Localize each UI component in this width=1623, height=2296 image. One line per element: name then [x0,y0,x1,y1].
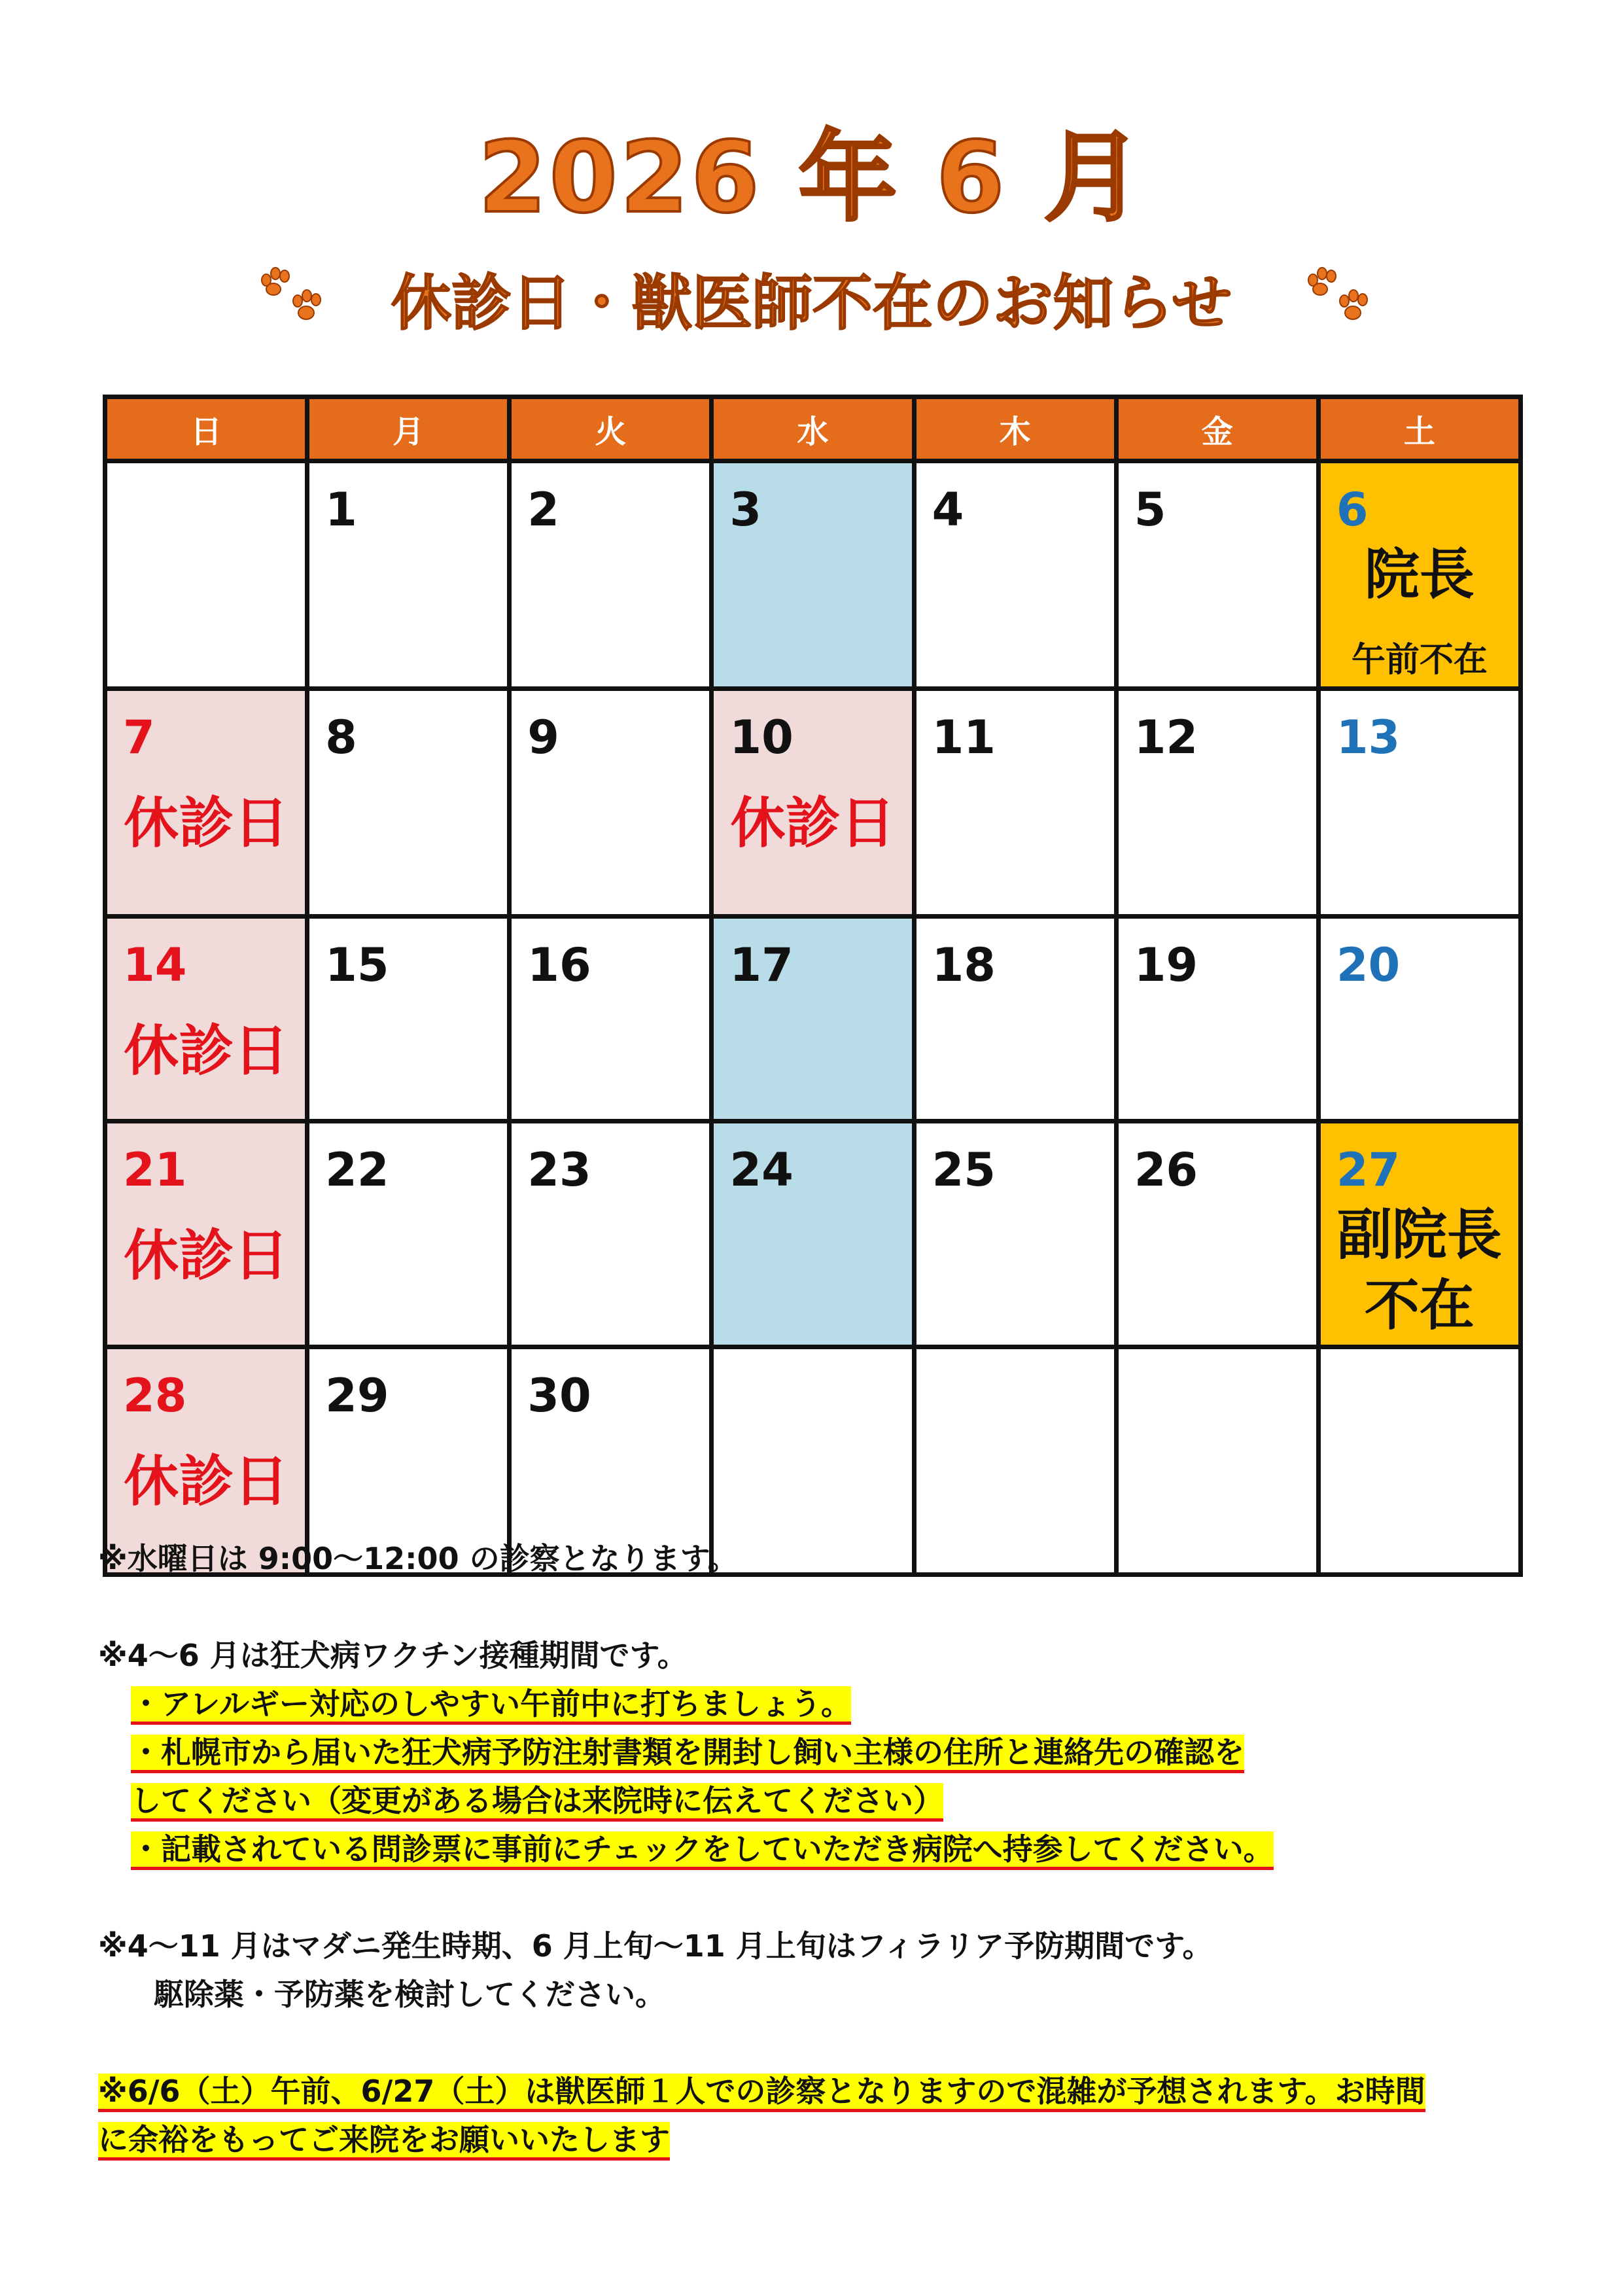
day-number: 8 [325,711,357,764]
day-cell-22 [307,1122,510,1347]
day-number: 23 [527,1143,591,1197]
day-number: 25 [932,1143,996,1197]
day-cell-20 [1318,917,1520,1122]
day-cell-23 [510,1122,712,1347]
day-cell-4 [914,461,1116,689]
day-number: 26 [1134,1143,1198,1197]
page-subtitle: 休診日・獣医師不在のお知らせ [391,268,1232,338]
day-number: 15 [325,938,389,992]
calendar-week-2 [105,689,1521,917]
absence-note: 院長 [1364,542,1475,607]
day-number: 27 [1336,1143,1401,1197]
calendar-week-4 [105,1122,1521,1347]
day-cell-18 [914,917,1116,1122]
closed-day-label: 休診日 [124,1019,289,1083]
day-cell-8 [307,689,510,917]
page-title: 2026 年 6 月 [478,121,1145,235]
day-number: 24 [729,1143,794,1197]
day-number: 20 [1336,938,1401,992]
day-cell-17 [712,917,914,1122]
note-tick-filaria-period: ※4～11 月はマダニ発生時期、6 月上旬～11 月上旬はフィラリア予防期間です。 [98,1928,1213,1964]
day-number: 12 [1134,711,1198,764]
day-cell-1 [307,461,510,689]
day-cell-7 [105,689,307,917]
day-number: 3 [729,483,762,537]
day-cell-25 [914,1122,1116,1347]
closed-day-label: 休診日 [124,791,289,855]
note-wednesday-hours: ※水曜日は 9:00～12:00 の診察となります。 [98,1541,738,1576]
day-number: 10 [729,711,794,764]
note-rabies-item-2: ・札幌市から届いた狂犬病予防注射書類を開封し飼い主様の住所と連絡先の確認を [131,1735,1244,1773]
day-number: 17 [729,938,794,992]
day-number: 4 [932,483,964,537]
absence-note-detail: 不在 [1364,1273,1475,1337]
day-cell-14 [105,917,307,1122]
day-number: 18 [932,938,996,992]
weekday-wed: 水 [712,397,914,461]
note-tick-filaria-advice: 駆除薬・予防薬を検討してください。 [154,1977,665,2012]
day-cell-6 [1318,461,1520,689]
closed-day-label: 休診日 [730,791,896,855]
day-number: 29 [325,1369,389,1422]
day-cell-15 [307,917,510,1122]
weekday-fri: 金 [1116,397,1318,461]
day-number: 2 [527,483,559,537]
note-rabies-item-1: ・アレルギー対応のしやすい午前中に打ちましょう。 [131,1686,851,1725]
day-number: 30 [527,1369,591,1422]
day-cell-27 [1318,1122,1520,1347]
day-cell-2 [510,461,712,689]
calendar-grid [103,395,1523,1577]
absence-note-detail: 午前不在 [1351,641,1488,680]
day-number: 9 [527,711,559,764]
day-number: 19 [1134,938,1198,992]
note-rabies-period: ※4～6 月は狂犬病ワクチン接種期間です。 [98,1638,688,1673]
weekday-tue: 火 [510,397,712,461]
day-number: 5 [1134,483,1166,537]
note-rabies-item-2-continued: してください（変更がある場合は来院時に伝えてください） [131,1783,943,1822]
day-cell-empty [105,461,307,689]
day-number: 22 [325,1143,389,1197]
day-number: 1 [325,483,357,537]
day-number: 21 [123,1143,187,1197]
paw-print-icon-right [1299,260,1374,329]
day-number: 6 [1336,483,1369,537]
absence-note: 副院長 [1336,1203,1502,1267]
day-cell-16 [510,917,712,1122]
day-number: 16 [527,938,591,992]
day-number: 28 [123,1369,187,1422]
day-cell-26 [1116,1122,1318,1347]
day-cell-13 [1318,689,1520,917]
day-cell-11 [914,689,1116,917]
weekday-sat: 土 [1318,397,1520,461]
closed-day-label: 休診日 [124,1224,289,1288]
day-cell-5 [1116,461,1318,689]
day-number: 11 [932,711,996,764]
weekday-sun: 日 [105,397,307,461]
day-cell-10 [712,689,914,917]
day-cell-12 [1116,689,1318,917]
day-number: 7 [123,711,155,764]
note-single-vet: ※6/6（土）午前、6/27（土）は獣医師１人での診察となりますので混雑が予想されます。お時間 [98,2074,1425,2112]
calendar-week-3 [105,917,1521,1122]
day-number: 14 [123,938,187,992]
note-single-vet-continued: に余裕をもってご来院をお願いいたします [98,2122,670,2161]
day-cell-21 [105,1122,307,1347]
note-rabies-item-3: ・記載されている問診票に事前にチェックをしていただき病院へ持参してください。 [131,1831,1274,1870]
day-cell-9 [510,689,712,917]
weekday-header-row [105,397,1521,461]
day-number: 13 [1336,711,1401,764]
day-cell-24 [712,1122,914,1347]
weekday-thu: 木 [914,397,1116,461]
notes-section [98,1534,1550,2164]
day-cell-19 [1116,917,1318,1122]
closed-day-label: 休診日 [124,1449,289,1513]
day-cell-3 [712,461,914,689]
calendar-week-1 [105,461,1521,689]
weekday-mon: 月 [307,397,510,461]
